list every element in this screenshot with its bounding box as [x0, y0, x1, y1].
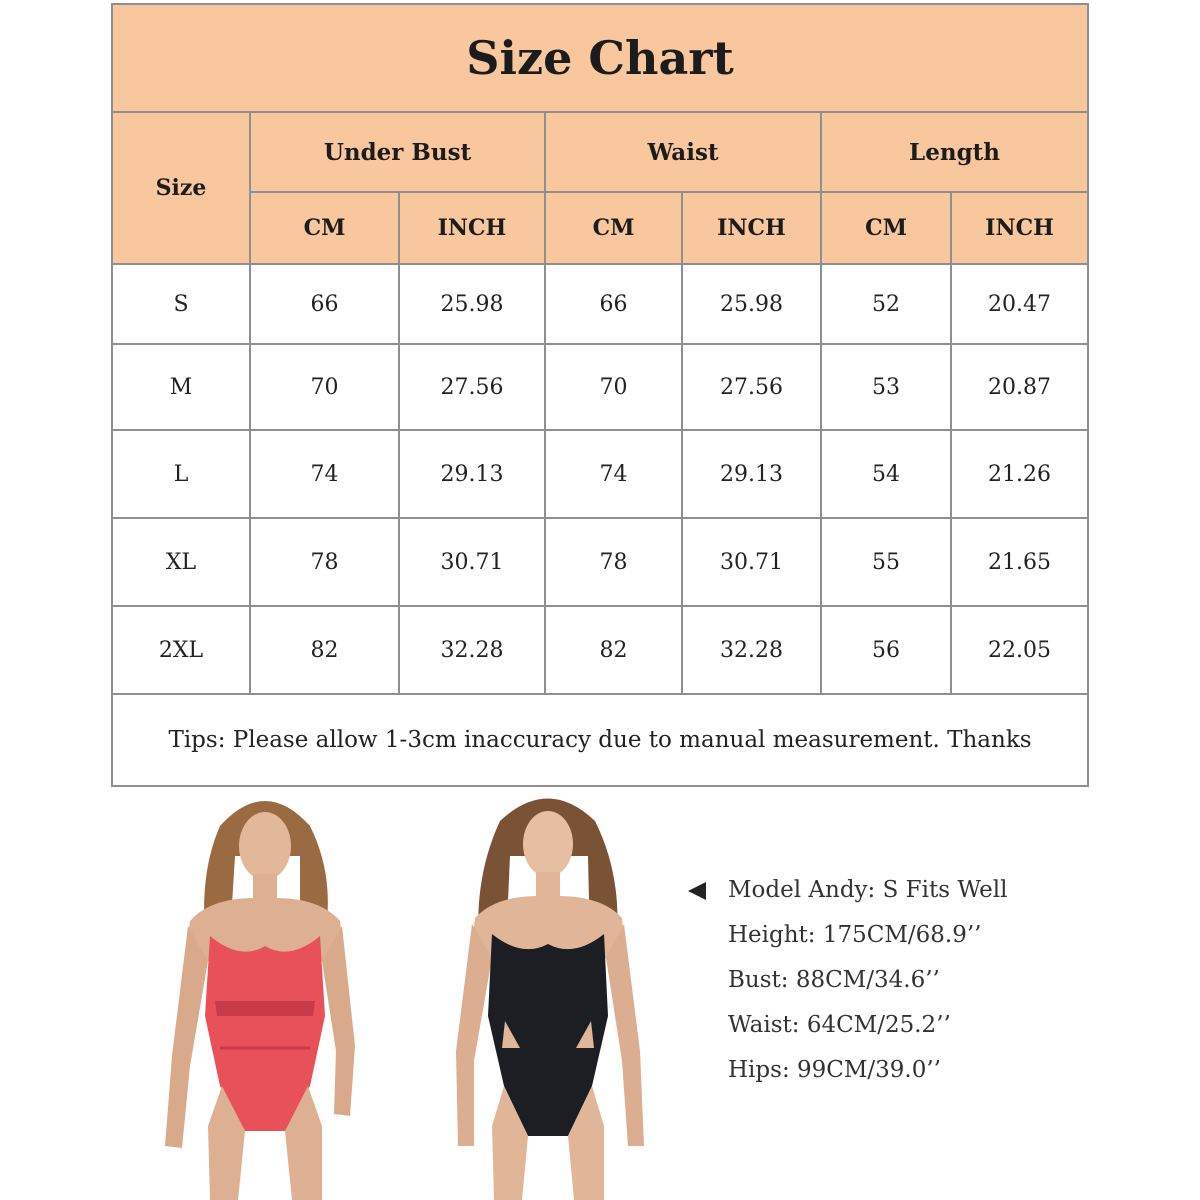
model-bust: Bust: 88CM/34.6’’: [728, 967, 940, 993]
waist-cm-cell: 78: [545, 518, 682, 606]
length-cm-cell: 56: [821, 606, 951, 694]
size-cell: M: [112, 344, 250, 430]
waist-cm-cell: 70: [545, 344, 682, 430]
length-inch-cell: 22.05: [951, 606, 1088, 694]
waist-inch-cell: 27.56: [682, 344, 821, 430]
under-bust-cm-cell: 70: [250, 344, 399, 430]
model-photo-black: [430, 786, 665, 1200]
waist-inch-cell: 30.71: [682, 518, 821, 606]
length-cm-cell: 54: [821, 430, 951, 518]
under-bust-inch-cell: 25.98: [399, 264, 545, 344]
length-inch-cell: 21.65: [951, 518, 1088, 606]
waist-header: Waist: [545, 112, 821, 192]
length-header: Length: [821, 112, 1088, 192]
model-height: Height: 175CM/68.9’’: [728, 922, 982, 948]
size-chart: [111, 3, 1087, 780]
model-headline-line: [688, 868, 1108, 913]
length-inch-cell: 21.26: [951, 430, 1088, 518]
waist-cm-cell: 66: [545, 264, 682, 344]
length-cm-cell: 55: [821, 518, 951, 606]
size-cell: 2XL: [112, 606, 250, 694]
waist-inch-cell: 29.13: [682, 430, 821, 518]
model-waist: Waist: 64CM/25.2’’: [728, 1012, 951, 1038]
model-hips: Hips: 99CM/39.0’’: [728, 1057, 941, 1083]
size-cell: XL: [112, 518, 250, 606]
table-row: [112, 344, 1088, 430]
table-row: [112, 430, 1088, 518]
under-bust-inch-cell: 32.28: [399, 606, 545, 694]
unit-cm-header: CM: [821, 192, 951, 264]
under-bust-inch-cell: 30.71: [399, 518, 545, 606]
size-cell: L: [112, 430, 250, 518]
unit-cm-header: CM: [250, 192, 399, 264]
model-headline: Model Andy: S Fits Well: [728, 877, 1008, 903]
unit-inch-header: INCH: [951, 192, 1088, 264]
under-bust-inch-cell: 27.56: [399, 344, 545, 430]
under-bust-cm-cell: 66: [250, 264, 399, 344]
size-column-header: Size: [112, 112, 250, 264]
under-bust-cm-cell: 82: [250, 606, 399, 694]
length-inch-cell: 20.47: [951, 264, 1088, 344]
table-row: [112, 606, 1088, 694]
under-bust-header: Under Bust: [250, 112, 545, 192]
length-inch-cell: 20.87: [951, 344, 1088, 430]
unit-inch-header: INCH: [399, 192, 545, 264]
waist-inch-cell: 25.98: [682, 264, 821, 344]
unit-inch-header: INCH: [682, 192, 821, 264]
size-chart-table: [111, 3, 1089, 787]
size-cell: S: [112, 264, 250, 344]
waist-cm-cell: 74: [545, 430, 682, 518]
length-cm-cell: 53: [821, 344, 951, 430]
under-bust-cm-cell: 74: [250, 430, 399, 518]
length-cm-cell: 52: [821, 264, 951, 344]
table-row: [112, 264, 1088, 344]
model-photo-red: [150, 786, 380, 1200]
tips-note: Tips: Please allow 1-3cm inaccuracy due to manual measurement. Thanks: [112, 694, 1088, 786]
table-row: [112, 518, 1088, 606]
arrow-left-icon: [688, 882, 706, 900]
unit-cm-header: CM: [545, 192, 682, 264]
under-bust-cm-cell: 78: [250, 518, 399, 606]
waist-cm-cell: 82: [545, 606, 682, 694]
chart-title: Size Chart: [112, 4, 1088, 112]
waist-inch-cell: 32.28: [682, 606, 821, 694]
model-info: [688, 868, 1108, 1093]
under-bust-inch-cell: 29.13: [399, 430, 545, 518]
